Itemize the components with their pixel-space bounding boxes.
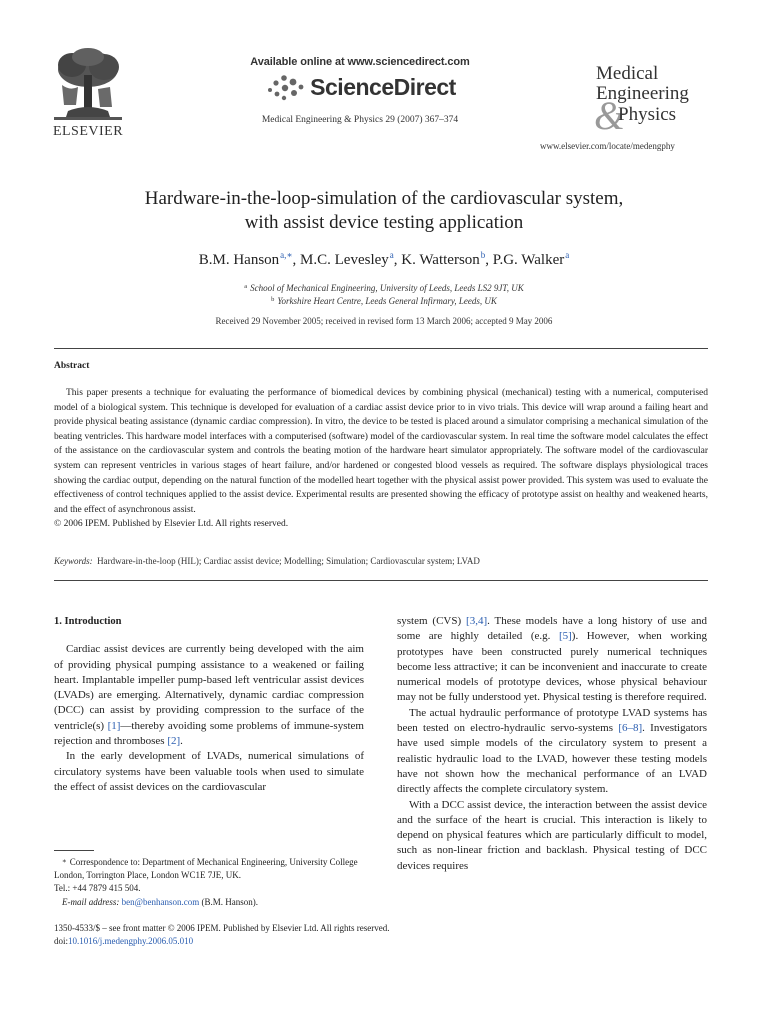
abstract-bottom-rule	[54, 580, 708, 581]
citation-link[interactable]: [1]	[107, 719, 121, 732]
email-link[interactable]: ben@benhanson.com	[121, 896, 200, 907]
sciencedirect-dots-icon	[264, 72, 306, 102]
paragraph-text: system (CVS)	[397, 615, 467, 627]
abstract-copyright: © 2006 IPEM. Published by Elsevier Ltd. All rights reserved.	[54, 519, 289, 530]
title-line-2: with assist device testing application	[244, 212, 524, 233]
keywords	[54, 556, 708, 566]
body-paragraph	[397, 706, 707, 798]
elsevier-tree-icon	[48, 45, 128, 123]
journal-citation: Medical Engineering & Physics 29 (2007) 367–374	[261, 115, 459, 125]
author-separator: ,	[485, 252, 493, 268]
front-matter-info	[54, 922, 390, 948]
body-paragraph: In the early development of LVADs, numerical simulations of circulatory systems have been valuable tools when used to simulate the effect of assist devices on the cardiovascular	[54, 750, 364, 793]
doi-link[interactable]: 10.1016/j.medengphy.2006.05.010	[68, 936, 194, 946]
paragraph-text: . Investigators have used simple models of the circulatory system to present a realistic hydraulic load to the LVAD, however these testing models have not shown how the mechanical performance of an LVAD directly affects the complete circulatory system.	[397, 722, 707, 796]
available-online-text[interactable]: Available online at www.sciencedirect.com	[250, 56, 470, 68]
footnote-email-line	[54, 896, 364, 909]
body-right-column	[397, 614, 707, 874]
sciencedirect-logo[interactable]	[230, 72, 490, 102]
affiliation-mark: b	[271, 296, 275, 303]
footnote-text: (B.M. Hanson).	[199, 896, 258, 907]
received-dates: Received 29 November 2005; received in revised form 13 March 2006; accepted 9 May 2006	[215, 316, 553, 326]
affiliation-text: School of Mechanical Engineering, University of Leeds, Leeds LS2 9JT, UK	[250, 283, 524, 293]
elsevier-logo[interactable]	[48, 45, 128, 140]
citation-link[interactable]: [3,4]	[466, 615, 488, 627]
journal-url-link[interactable]: www.elsevier.com/locate/medengphy	[540, 141, 675, 151]
abstract-text: This paper presents a technique for evaluating the performance of biomedical devices by combining physical (mechanical) testing with a numerical, computerised model of a biological system. This technique is developed for evaluation of a cardiac assist device prior to in vivo trials. This device will wrap around a failing heart and provide physical beating assistance (dynamic cardiac compression). In vitro, the device to be tested is placed around a simulator comprising a mechanical simulation of the beating ventricles. This hardware model interfaces with a computerised (software) model of the cardiovascular system. In real time the software model calculates the effect of the assistance on the cardiovascular system and controls the beating motion of the hardware heart simulator appropriately. The software model of the cardiovascular system can represent ventricles in various stages of heart failure, and/or hardened or congested blood vessels as required. The software displays physiological traces showing the cardiac output, depending on the natural function of the modelled heart together with the physical assist power provided. This system was used to evaluate the effectiveness of control techniques applied to the assist device. Experimental results are presented showing the efficacy of prototype assist on healthy and weakened hearts, and the effect of asynchronous assist.	[54, 388, 708, 515]
paragraph-text: The actual hydraulic performance of prototype LVAD systems has been tested on electro-hydraulic servo-systems	[397, 706, 707, 735]
article-title	[60, 187, 708, 235]
doi-prefix: doi:	[54, 936, 69, 946]
footnote-rule	[54, 850, 94, 851]
author-name[interactable]: M.C. Levesley	[300, 252, 389, 268]
journal-logo-ampersand: &	[594, 93, 626, 138]
affiliation-mark: a	[244, 283, 248, 290]
correspondence-footnote	[54, 855, 364, 909]
journal-logo-line2: Engineering	[596, 83, 689, 104]
paragraph-text: ). However, when working prototypes have been constructed purely numerical techniques become less attractive; it can be inconvenient and inaccurate to create numerical models of prototype devices, whose physical behaviour may not be fully understood yet. Physical testing is therefore required.	[397, 630, 708, 704]
affiliation-item	[60, 281, 708, 294]
paragraph-text: .	[180, 735, 183, 748]
author-list	[60, 250, 708, 269]
footnote-tel: Tel.: +44 7879 415 504.	[54, 883, 141, 894]
author-affil-marks[interactable]: a	[565, 250, 570, 260]
issn-line: 1350-4533/$ – see front matter © 2006 IPEM. Published by Elsevier Ltd. All rights reserved.	[54, 923, 390, 933]
email-label: E-mail address:	[62, 896, 120, 907]
body-left-column	[54, 614, 364, 795]
citation-link[interactable]: [5]	[558, 630, 572, 643]
abstract-body	[54, 386, 708, 532]
journal-logo-line3: Physics	[618, 104, 677, 125]
footnote-star: ∗	[62, 857, 67, 865]
affiliation-item	[60, 294, 708, 307]
footnote-text: Correspondence to: Department of Mechanical Engineering, University College London, Torrington Place, London WC1E 7JE, UK.	[54, 857, 358, 881]
paragraph-text: —thereby avoiding some problems of immune-system rejection and thromboses	[54, 719, 364, 748]
author-affil-marks[interactable]: a	[389, 250, 394, 260]
section-heading: 1. Introduction	[54, 616, 122, 627]
journal-logo-line1: Medical	[596, 63, 659, 84]
doi-line	[54, 935, 390, 948]
sciencedirect-header	[230, 56, 490, 125]
citation-link[interactable]: [6–8]	[618, 722, 643, 735]
paragraph-text: Cardiac assist devices are currently being developed with the aim of providing physical pumping assistance to a weakened or failing heart. Implantable impeller pump-based left ventricular assist devices (LVADs) are emerging. Alternatively, dynamic cardiac compression (DCC) can assist by providing compression to the surface of the ventricle(s)	[54, 643, 364, 732]
keywords-list: Hardware-in-the-loop (HIL); Cardiac assist device; Modelling; Simulation; Cardiovascular system; LVAD	[97, 556, 480, 566]
affiliations	[60, 281, 708, 307]
abstract-heading: Abstract	[54, 361, 90, 371]
author-separator: ,	[292, 252, 301, 268]
title-line-1: Hardware-in-the-loop-simulation of the cardiovascular system,	[144, 188, 624, 209]
affiliation-text: Yorkshire Heart Centre, Leeds General Infirmary, Leeds, UK	[277, 296, 497, 306]
author-separator: ,	[393, 252, 402, 268]
author-name[interactable]: B.M. Hanson	[198, 252, 280, 268]
keywords-label: Keywords:	[54, 556, 93, 566]
publisher-name: ELSEVIER	[52, 124, 124, 139]
author-name[interactable]: K. Watterson	[401, 252, 480, 268]
abstract-top-rule	[54, 348, 708, 349]
footnote-address	[54, 855, 364, 882]
sciencedirect-wordmark: ScienceDirect	[310, 73, 456, 100]
paragraph-text: . These models have a long history of use and some are highly detailed (e.g.	[397, 615, 708, 643]
author-affil-marks[interactable]: a,∗	[280, 250, 293, 260]
body-paragraph: With a DCC assist device, the interaction between the assist device and the surface of the heart is crucial. This interaction is likely to depend on physical features which are particularly difficult to model, such as non-linear friction and backlash. Physical testing of DCC devices requires	[397, 798, 707, 872]
author-affil-marks[interactable]: b	[480, 250, 486, 260]
body-paragraph	[54, 642, 364, 749]
body-paragraph	[397, 614, 707, 706]
journal-logo[interactable]	[594, 63, 716, 138]
citation-link[interactable]: [2]	[167, 735, 181, 748]
author-name[interactable]: P.G. Walker	[492, 252, 565, 268]
